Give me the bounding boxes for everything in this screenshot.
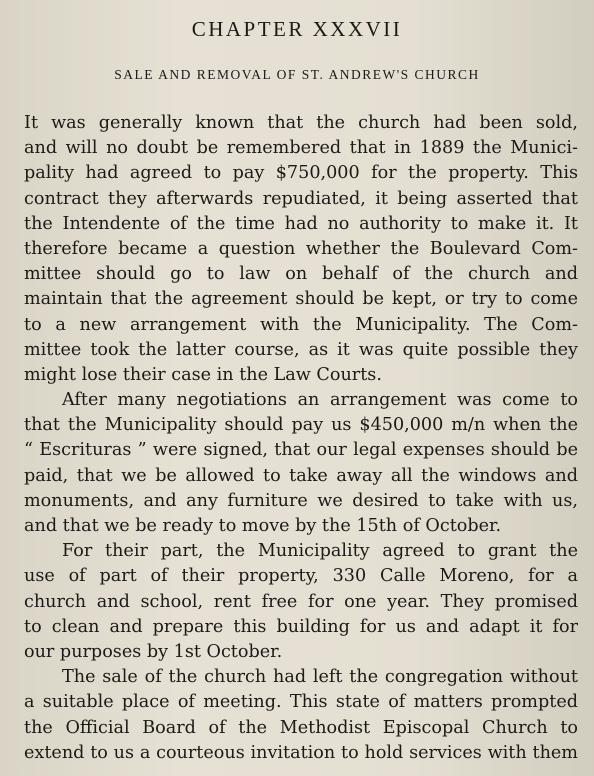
text-line: the Intendente of the time had no authority to make it. It bbox=[24, 213, 578, 234]
text-line: to clean and prepare this building for us and adapt it for bbox=[24, 616, 578, 637]
text-line: pality had agreed to pay $750,000 for the property. This bbox=[24, 163, 578, 184]
text-line: It was generally known that the church had been sold, bbox=[24, 113, 578, 133]
text-line: a suitable place of meeting. This state of matters prompted bbox=[24, 692, 578, 713]
text-line: and that we be ready to move by the 15th of October. bbox=[24, 516, 502, 536]
text-line: use of part of their property, 330 Calle Moreno, for a bbox=[24, 566, 578, 587]
text-line: and will no doubt be remembered that in 1889 the Munici- bbox=[24, 138, 578, 159]
text-line: After many negotiations an arrangement was come to bbox=[62, 390, 578, 411]
text-line: contract they afterwards repudiated, it being asserted that bbox=[24, 188, 578, 209]
section-heading: SALE AND REMOVAL OF ST. ANDREW'S CHURCH bbox=[114, 67, 480, 82]
text-line: The sale of the church had left the congregation without bbox=[62, 667, 578, 688]
body-text bbox=[24, 111, 578, 766]
text-line: our purposes by 1st October. bbox=[24, 641, 283, 662]
text-line: monuments, and any furniture we desired to take with us, bbox=[24, 490, 578, 511]
text-line: For their part, the Municipality agreed to grant the bbox=[62, 541, 578, 562]
text-line: therefore became a question whether the Boulevard Com- bbox=[24, 238, 578, 259]
text-line: maintain that the agreement should be kept, or try to come bbox=[24, 289, 578, 310]
text-line: extend to us a courteous invitation to hold services with them bbox=[24, 742, 578, 763]
text-line: church and school, rent free for one year. They promised bbox=[24, 591, 578, 612]
text-line: might lose their case in the Law Courts. bbox=[24, 364, 382, 385]
text-line: “ Escrituras ” were signed, that our legal expenses should be bbox=[24, 440, 578, 461]
text-line: that the Municipality should pay us $450,000 m/n when the bbox=[24, 415, 578, 436]
text-line: paid, that we be allowed to take away all the windows and bbox=[24, 465, 578, 486]
text-line: to a new arrangement with the Municipality. The Com- bbox=[24, 314, 578, 335]
text-line: mittee should go to law on behalf of the church and bbox=[24, 264, 578, 285]
text-line: the Official Board of the Methodist Episcopal Church to bbox=[24, 717, 578, 738]
text-line: mittee took the latter course, as it was quite possible they bbox=[24, 339, 578, 360]
chapter-heading: CHAPTER XXXVII bbox=[191, 17, 403, 41]
